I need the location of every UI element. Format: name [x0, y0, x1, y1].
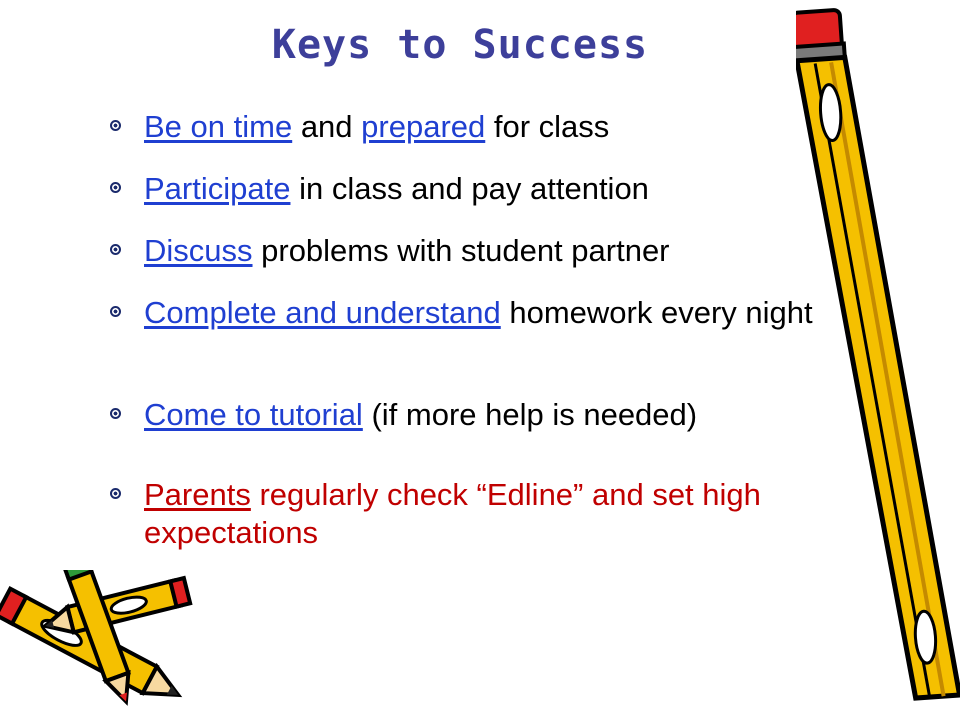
bullet-plain-text: homework every night: [500, 295, 813, 330]
bullet-icon: [110, 408, 121, 419]
bullet-text: [144, 232, 824, 270]
bullet-plain-text: problems with student partner: [252, 233, 670, 268]
bullet-text: [144, 108, 824, 146]
bullet-text: [144, 396, 824, 434]
link-parents[interactable]: Parents: [144, 477, 251, 512]
bullet-text: [144, 294, 824, 332]
bullet-icon: [110, 120, 121, 131]
link-come-to-tutorial[interactable]: Come to tutorial: [144, 397, 363, 432]
bullet-icon: [110, 182, 121, 193]
link-participate[interactable]: Participate: [144, 171, 291, 206]
bullet-plain-text: (if more help is needed): [362, 397, 698, 432]
bullet-text: [144, 170, 824, 208]
bullet-icon: [110, 306, 121, 317]
bullet-icon: [110, 488, 121, 499]
pencils-icon: [0, 570, 200, 720]
link-complete-and-understand[interactable]: Complete and understand: [144, 295, 501, 330]
bullet-plain-text: regularly check “Edline” and set high expectations: [144, 477, 761, 550]
link-prepared[interactable]: prepared: [361, 109, 486, 144]
bullet-plain-text: in class and pay attention: [290, 171, 649, 206]
link-discuss[interactable]: Discuss: [144, 233, 253, 268]
pencil-icon: [796, 0, 960, 720]
bullet-plain-text: and: [292, 109, 362, 144]
bullet-icon: [110, 244, 121, 255]
bullet-text: [144, 476, 824, 552]
bullet-plain-text: for class: [485, 109, 610, 144]
link-be-on-time[interactable]: Be on time: [144, 109, 293, 144]
slide-title: Keys to Success: [271, 22, 649, 68]
